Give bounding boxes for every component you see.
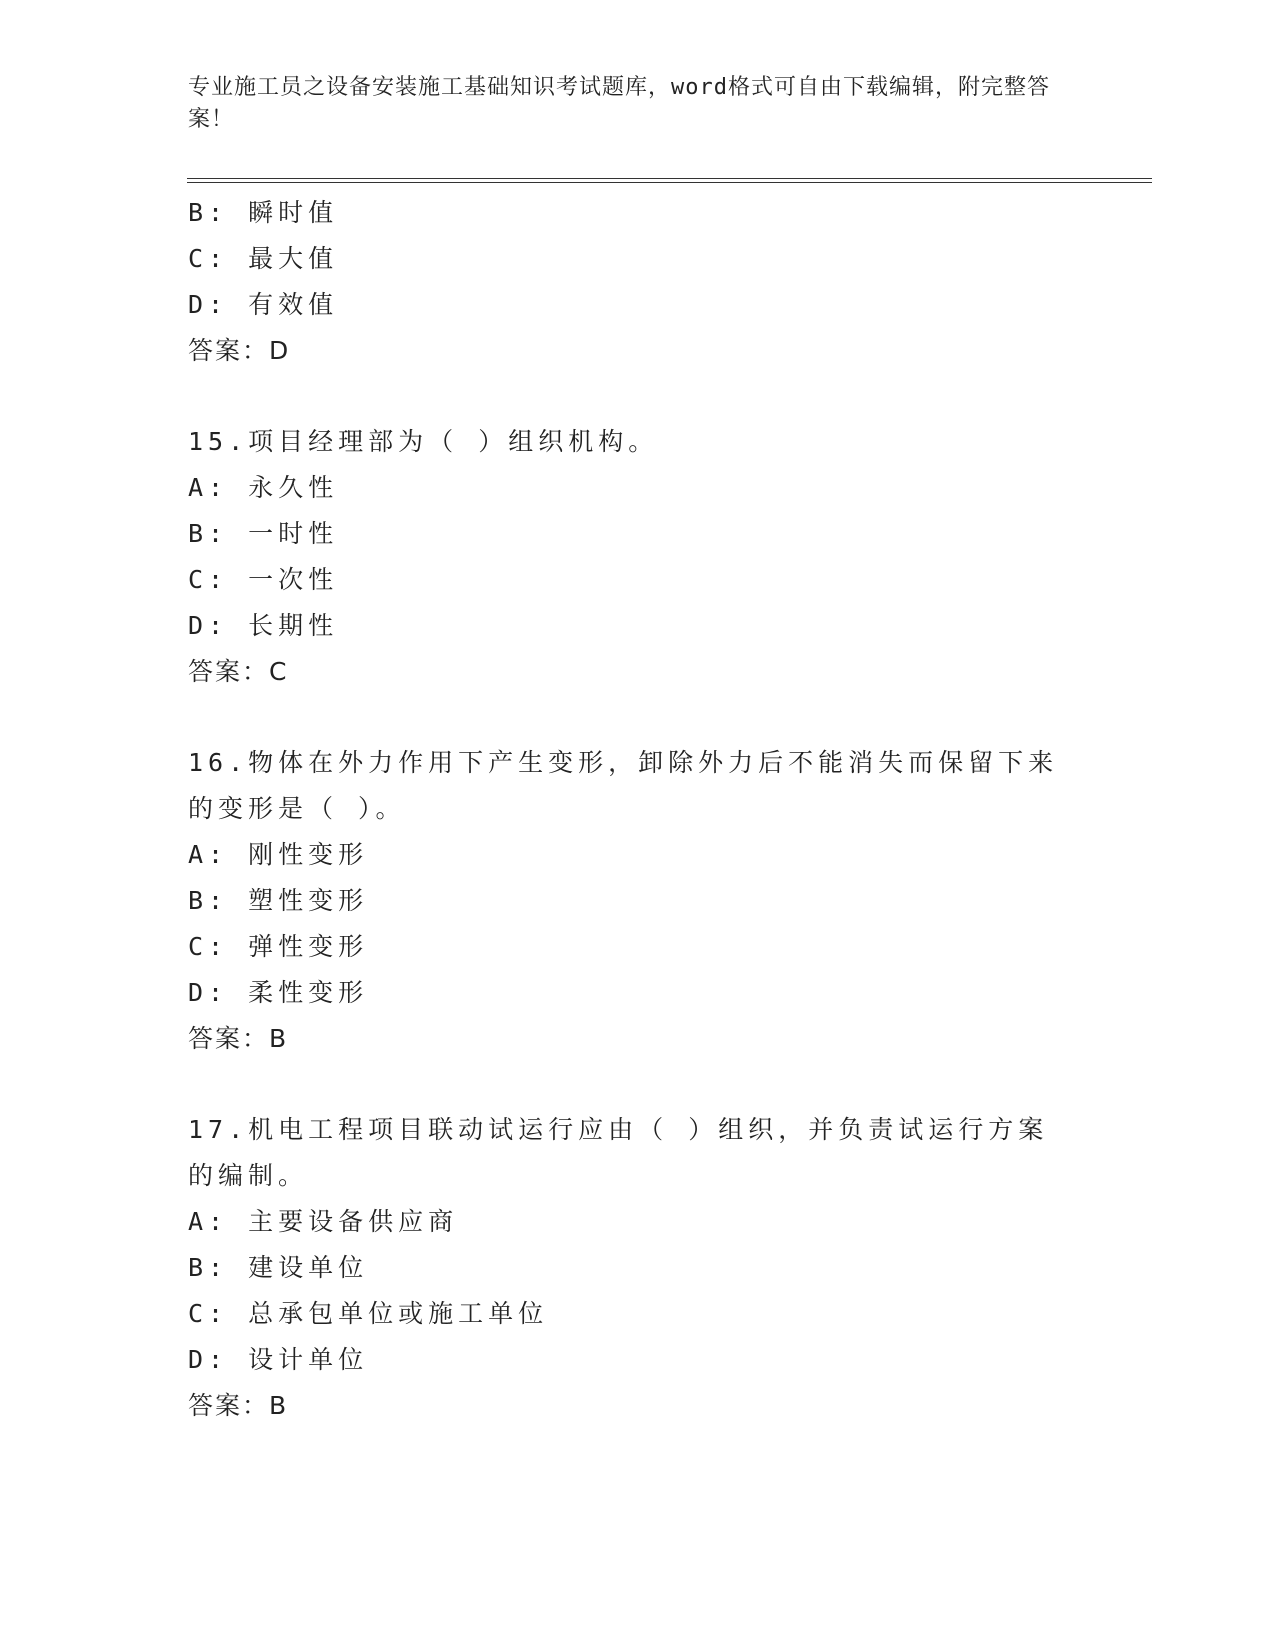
option-c: C: 弹性变形 [188, 932, 369, 961]
option-d: D: 有效值 [188, 290, 339, 319]
option-c: C: 一次性 [188, 565, 339, 594]
answer-line: 答案：C [188, 657, 289, 686]
question-17 [188, 1107, 1088, 1429]
option-d: D: 柔性变形 [188, 978, 369, 1007]
option-b: B: 瞬时值 [188, 198, 339, 227]
option-a: A: 主要设备供应商 [188, 1207, 459, 1236]
question-stem: 16.物体在外力作用下产生变形，卸除外力后不能消失而保留下来的变形是（ ）。 [188, 748, 1059, 823]
question-stem: 15.项目经理部为（ ）组织机构。 [188, 427, 659, 456]
header-divider-bottom [187, 182, 1152, 183]
option-c: C: 总承包单位或施工单位 [188, 1299, 549, 1328]
page-header-title: 专业施工员之设备安装施工基础知识考试题库，word格式可自由下载编辑，附完整答案！ [188, 75, 1050, 132]
option-c: C: 最大值 [188, 244, 339, 273]
spacer [188, 1062, 1088, 1107]
answer-line: 答案：D [188, 336, 291, 365]
option-b: B: 塑性变形 [188, 886, 369, 915]
answer-line: 答案：B [188, 1024, 289, 1053]
question-14-continued [188, 190, 1088, 374]
question-16 [188, 740, 1088, 1062]
option-d: D: 长期性 [188, 611, 339, 640]
answer-line: 答案：B [188, 1391, 289, 1420]
question-stem: 17.机电工程项目联动试运行应由（ ）组织，并负责试运行方案的编制。 [188, 1115, 1049, 1190]
question-15 [188, 419, 1088, 695]
spacer [188, 374, 1088, 419]
option-a: A: 刚性变形 [188, 840, 369, 869]
spacer [188, 695, 1088, 740]
header-divider-top [187, 178, 1152, 179]
option-d: D: 设计单位 [188, 1345, 369, 1374]
option-b: B: 一时性 [188, 519, 339, 548]
option-b: B: 建设单位 [188, 1253, 369, 1282]
option-a: A: 永久性 [188, 473, 339, 502]
question-list [188, 190, 1088, 1429]
